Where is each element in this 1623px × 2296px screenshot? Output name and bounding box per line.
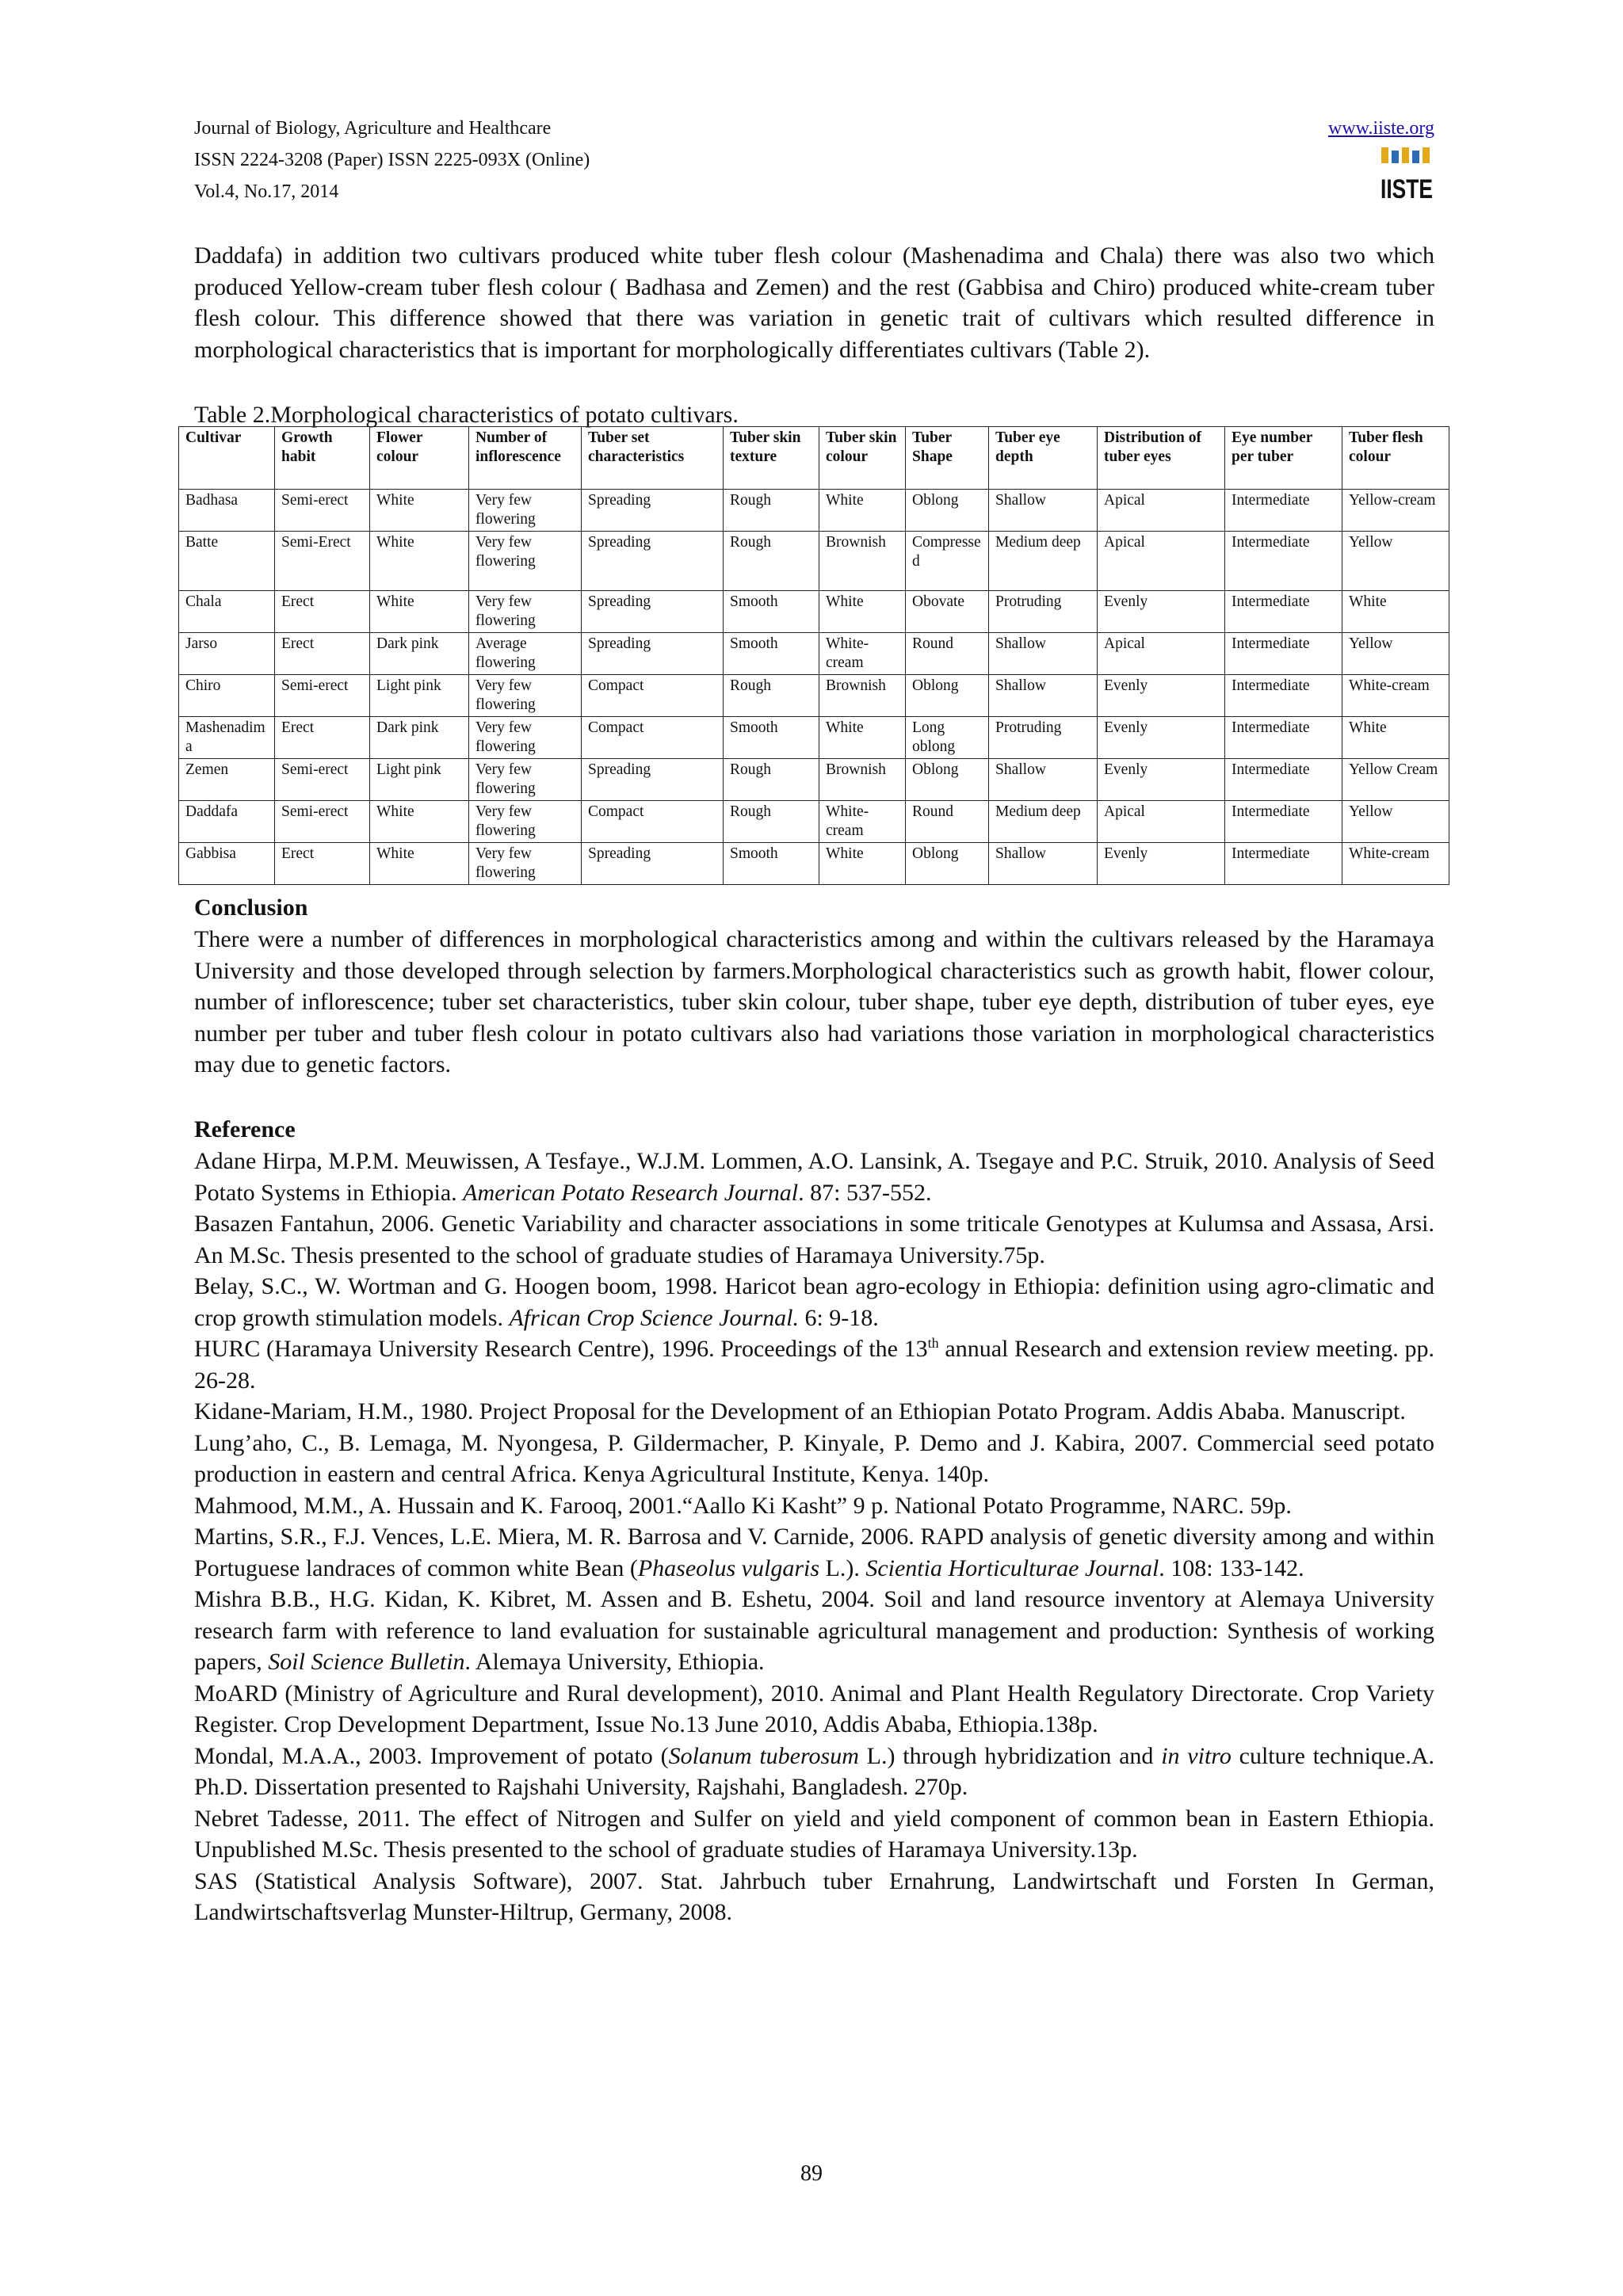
table-cell: Chala (179, 591, 275, 633)
table-cell: Apical (1098, 801, 1225, 843)
table-cell: Smooth (724, 633, 819, 675)
page-number: 89 (800, 2161, 823, 2186)
conclusion-paragraph: There were a number of differences in morphological characteristics among and within the cultivars released by the Haramaya University and those developed through selection by farmers.Morphological characteristics such as growth habit, flower colour, number of inflorescence; tuber set characteristics, tuber skin colour, tuber shape, tuber eye depth, distribution of tuber eyes, eye number per tuber and tuber flesh colour in potato cultivars also had variations those variation in morphological characteristics may due to genetic factors. (194, 926, 1434, 1077)
table-cell: Rough (724, 532, 819, 591)
journal-issn: ISSN 2224-3208 (Paper) ISSN 2225-093X (Online) (194, 150, 590, 170)
table-cell: Intermediate (1225, 633, 1342, 675)
reference-segment: HURC (Haramaya University Research Centre), 1996. Proceedings of the 13 (194, 1336, 928, 1362)
table-row (179, 490, 1449, 532)
reference-item (194, 1803, 1434, 1866)
reference-segment: th (927, 1335, 939, 1351)
reference-segment: . Alemaya University, Ethiopia. (464, 1649, 765, 1675)
intro-paragraph: Daddafa) in addition two cultivars produced white tuber flesh colour (Mashenadima and Chala) there was also two which produced Yellow-cream tuber flesh colour ( Badhasa and Zemen) and the rest (Gabbisa and Chiro) produced white-cream tuber flesh colour. This difference showed that there was variation in genetic trait of cultivars which resulted difference in morphological characteristics that is important for morphologically differentiates cultivars (Table 2). (194, 242, 1434, 363)
table-cell: Medium deep (989, 801, 1098, 843)
reference-segment: Mishra B.B., H.G. Kidan, K. Kibret, M. Assen and B. Eshetu, 2004. Soil and land resource inventory at Alemaya University research farm with reference to land evaluation for sustainable agricultural management and production: Synthesis of working papers, (194, 1586, 1434, 1675)
website-link[interactable]: www.iiste.org (1328, 118, 1434, 139)
table-header-cell: Growth habit (275, 427, 370, 490)
reference-item (194, 1741, 1434, 1803)
reference-segment: Adane Hirpa, M.P.M. Meuwissen, A Tesfaye., W.J.M. Lommen, A.O. Lansink, A. Tsegaye and P.C. Struik, 2010. Analysis of Seed Potato Systems in Ethiopia. (194, 1148, 1434, 1206)
journal-volume: Vol.4, No.17, 2014 (194, 181, 339, 202)
reference-segment: Basazen Fantahun, 2006. Genetic Variability and character associations in some triticale Genotypes at Kulumsa and Assasa, Arsi. An M.Sc. Thesis presented to the school of graduate studies of Haramaya University.75p. (194, 1211, 1434, 1268)
table-cell: Semi-erect (275, 490, 370, 532)
reference-item (194, 1428, 1434, 1490)
table-cell: Rough (724, 801, 819, 843)
table-cell: White-cream (1342, 675, 1449, 717)
morphology-table (178, 426, 1449, 885)
table-cell: Spreading (582, 591, 724, 633)
table-row (179, 801, 1449, 843)
table-cell: Long oblong (906, 717, 989, 759)
table-cell: White (370, 801, 469, 843)
reference-item (194, 1584, 1434, 1678)
table-cell: Smooth (724, 717, 819, 759)
table-row (179, 717, 1449, 759)
reference-segment: Mahmood, M.M., A. Hussain and K. Farooq, 2001.“Aallo Ki Kasht” 9 p. National Potato Programme, NARC. 59p. (194, 1492, 1292, 1519)
table-cell: White-cream (1342, 843, 1449, 885)
table-cell: Evenly (1098, 675, 1225, 717)
table-cell: White (1342, 717, 1449, 759)
iiste-logo-icon (1379, 146, 1434, 208)
table-cell: Yellow (1342, 633, 1449, 675)
table-cell: Erect (275, 633, 370, 675)
table-cell: Erect (275, 717, 370, 759)
table-cell: Very few flowering (469, 801, 582, 843)
table-cell: Batte (179, 532, 275, 591)
table-cell: Round (906, 801, 989, 843)
table-cell: Mashenadima (179, 717, 275, 759)
table-cell: White (370, 532, 469, 591)
table-cell: Shallow (989, 843, 1098, 885)
table-cell: Intermediate (1225, 532, 1342, 591)
table-cell: White (819, 591, 906, 633)
table-cell: White (1342, 591, 1449, 633)
reference-segment: American Potato Research Journal (463, 1179, 799, 1206)
table-cell: Oblong (906, 490, 989, 532)
journal-header (194, 113, 590, 208)
table-cell: Rough (724, 675, 819, 717)
table-cell: Shallow (989, 675, 1098, 717)
table-cell: Average flowering (469, 633, 582, 675)
conclusion-title: Conclusion (194, 894, 308, 921)
table-cell: Brownish (819, 675, 906, 717)
reference-segment: Soil Science Bulletin (268, 1649, 465, 1675)
reference-item (194, 1146, 1434, 1208)
table-cell: Apical (1098, 633, 1225, 675)
table-cell: Medium deep (989, 532, 1098, 591)
reference-segment: MoARD (Ministry of Agriculture and Rural development), 2010. Animal and Plant Health Regulatory Directorate. Crop Variety Register. Crop Development Department, Issue No.13 June 2010, Addis Ababa, Ethiopia.138p. (194, 1680, 1434, 1737)
table-header-cell: Eye number per tuber (1225, 427, 1342, 490)
table-cell: Protruding (989, 591, 1098, 633)
reference-item (194, 1333, 1434, 1396)
table-cell: Erect (275, 591, 370, 633)
table-row (179, 843, 1449, 885)
reference-item (194, 1866, 1434, 1928)
table-cell: Semi-erect (275, 759, 370, 801)
table-cell: Shallow (989, 490, 1098, 532)
table-cell: Compressed (906, 532, 989, 591)
table-header-cell: Tuber skin colour (819, 427, 906, 490)
table-cell: Compact (582, 717, 724, 759)
table-header-cell: Tuber flesh colour (1342, 427, 1449, 490)
table-cell: Shallow (989, 633, 1098, 675)
table-cell: Yellow-cream (1342, 490, 1449, 532)
reference-segment: culture technique.A. Ph.D. Dissertation presented to Rajshahi University, Rajshahi, Bangladesh. 270p. (194, 1742, 1434, 1800)
table-cell: Spreading (582, 633, 724, 675)
journal-name: Journal of Biology, Agriculture and Healthcare (194, 118, 552, 139)
reference-segment: in vitro (1161, 1742, 1232, 1769)
table-cell: Very few flowering (469, 717, 582, 759)
reference-segment: Nebret Tadesse, 2011. The effect of Nitrogen and Sulfer on yield and yield component of common bean in Eastern Ethiopia. Unpublished M.Sc. Thesis presented to the school of graduate studies of Haramaya University.13p. (194, 1805, 1434, 1863)
reference-segment: 6: 9-18. (798, 1304, 879, 1331)
table-cell: Protruding (989, 717, 1098, 759)
table-cell: White (370, 490, 469, 532)
reference-segment: . 108: 133-142. (1159, 1554, 1304, 1581)
table-cell: Chiro (179, 675, 275, 717)
reference-segment: Lung’aho, C., B. Lemaga, M. Nyongesa, P. Gildermacher, P. Kinyale, P. Demo and J. Kabira, 2007. Commercial seed potato production in eastern and central Africa. Kenya Agricultural Institute, Kenya. 140p. (194, 1429, 1434, 1487)
table-cell: Evenly (1098, 843, 1225, 885)
table-cell: Intermediate (1225, 490, 1342, 532)
reference-list (194, 1146, 1434, 1928)
table-cell: Semi-erect (275, 675, 370, 717)
reference-segment: L.). (819, 1554, 866, 1581)
table-cell: Very few flowering (469, 675, 582, 717)
table-cell: Apical (1098, 490, 1225, 532)
reference-segment: Solanum tuberosum (668, 1742, 859, 1769)
reference-item (194, 1396, 1434, 1428)
table-cell: Compact (582, 801, 724, 843)
table-cell: Very few flowering (469, 490, 582, 532)
table-cell: Spreading (582, 490, 724, 532)
table-row (179, 532, 1449, 591)
table-cell: Spreading (582, 843, 724, 885)
table-cell: Smooth (724, 591, 819, 633)
table-cell: Apical (1098, 532, 1225, 591)
reference-item (194, 1678, 1434, 1741)
table-cell: Evenly (1098, 591, 1225, 633)
reference-segment: Phaseolus vulgaris (637, 1554, 820, 1581)
table-cell: Round (906, 633, 989, 675)
table-cell: Gabbisa (179, 843, 275, 885)
table-cell: Light pink (370, 759, 469, 801)
table-cell: Yellow (1342, 801, 1449, 843)
table-caption: Table 2.Morphological characteristics of potato cultivars. (194, 402, 739, 428)
table-cell: White (819, 843, 906, 885)
table-cell: Intermediate (1225, 717, 1342, 759)
table-cell: White-cream (819, 801, 906, 843)
table-header-cell: Distribution of tuber eyes (1098, 427, 1225, 490)
table-cell: White-cream (819, 633, 906, 675)
reference-segment: African Crop Science Journal. (509, 1304, 799, 1331)
table-cell: White (819, 490, 906, 532)
table-cell: Evenly (1098, 759, 1225, 801)
table-cell: Smooth (724, 843, 819, 885)
table-cell: Yellow (1342, 532, 1449, 591)
table-header-row (179, 427, 1449, 490)
table-cell: Rough (724, 759, 819, 801)
reference-segment: SAS (Statistical Analysis Software), 2007. Stat. Jahrbuch tuber Ernahrung, Landwirtschaft und Forsten In German, Landwirtschaftsverlag Munster-Hiltrup, Germany, 2008. (194, 1867, 1434, 1925)
reference-segment: Mondal, M.A.A., 2003. Improvement of potato ( (194, 1742, 669, 1769)
table-cell: Spreading (582, 532, 724, 591)
table-cell: Jarso (179, 633, 275, 675)
table-header-cell: Cultivar (179, 427, 275, 490)
table-cell: White (370, 591, 469, 633)
table-cell: Brownish (819, 532, 906, 591)
table-cell: Daddafa (179, 801, 275, 843)
reference-item (194, 1521, 1434, 1584)
table-cell: Zemen (179, 759, 275, 801)
table-cell: Oblong (906, 675, 989, 717)
table-cell: Evenly (1098, 717, 1225, 759)
table-row (179, 675, 1449, 717)
table-cell: Light pink (370, 675, 469, 717)
table-row (179, 759, 1449, 801)
table-cell: Intermediate (1225, 801, 1342, 843)
reference-item (194, 1208, 1434, 1271)
table-cell: Shallow (989, 759, 1098, 801)
table-header-cell: Tuber set characteristics (582, 427, 724, 490)
table-cell: Semi-erect (275, 801, 370, 843)
reference-item (194, 1271, 1434, 1333)
reference-segment: Kidane-Mariam, H.M., 1980. Project Proposal for the Development of an Ethiopian Potato Program. Addis Ababa. Manuscript. (194, 1398, 1406, 1425)
table-cell: Compact (582, 675, 724, 717)
reference-segment: L.) through hybridization and (858, 1742, 1162, 1769)
table-cell: Intermediate (1225, 843, 1342, 885)
table-row (179, 591, 1449, 633)
reference-segment: Scientia Horticulturae Journal (865, 1554, 1159, 1581)
table-cell: Obovate (906, 591, 989, 633)
reference-segment: . 87: 537-552. (798, 1179, 932, 1206)
table-cell: Intermediate (1225, 759, 1342, 801)
table-cell: Rough (724, 490, 819, 532)
table-cell: Very few flowering (469, 759, 582, 801)
table-cell: Yellow Cream (1342, 759, 1449, 801)
table-cell: Very few flowering (469, 843, 582, 885)
reference-item (194, 1490, 1434, 1522)
table-cell: Oblong (906, 759, 989, 801)
table-cell: Dark pink (370, 633, 469, 675)
table-row (179, 633, 1449, 675)
reference-segment: Martins, S.R., F.J. Vences, L.E. Miera, M. R. Barrosa and V. Carnide, 2006. RAPD analysis of genetic diversity among and within Portuguese landraces of common white Bean ( (194, 1524, 1434, 1581)
table-cell: Very few flowering (469, 591, 582, 633)
table-cell: Brownish (819, 759, 906, 801)
table-header-cell: Number of inflorescence (469, 427, 582, 490)
table-cell: Dark pink (370, 717, 469, 759)
table-cell: Badhasa (179, 490, 275, 532)
table-header-cell: Tuber eye depth (989, 427, 1098, 490)
table-cell: Semi-Erect (275, 532, 370, 591)
reference-segment: Belay, S.C., W. Wortman and G. Hoogen boom, 1998. Haricot bean agro-ecology in Ethiopia: definition using agro-climatic and crop growth stimulation models. (194, 1273, 1434, 1331)
reference-segment: annual Research and extension review meeting. pp. 26-28. (194, 1336, 1435, 1394)
table-cell: White (370, 843, 469, 885)
table-cell: White (819, 717, 906, 759)
table-cell: Intermediate (1225, 675, 1342, 717)
table-header-cell: Tuber Shape (906, 427, 989, 490)
reference-title: Reference (194, 1116, 296, 1142)
logo-text: IISTE (1381, 174, 1433, 204)
table-cell: Oblong (906, 843, 989, 885)
table-cell: Spreading (582, 759, 724, 801)
table-header-cell: Tuber skin texture (724, 427, 819, 490)
table-cell: Erect (275, 843, 370, 885)
table-header-cell: Flower colour (370, 427, 469, 490)
table-cell: Very few flowering (469, 532, 582, 591)
table-cell: Intermediate (1225, 591, 1342, 633)
